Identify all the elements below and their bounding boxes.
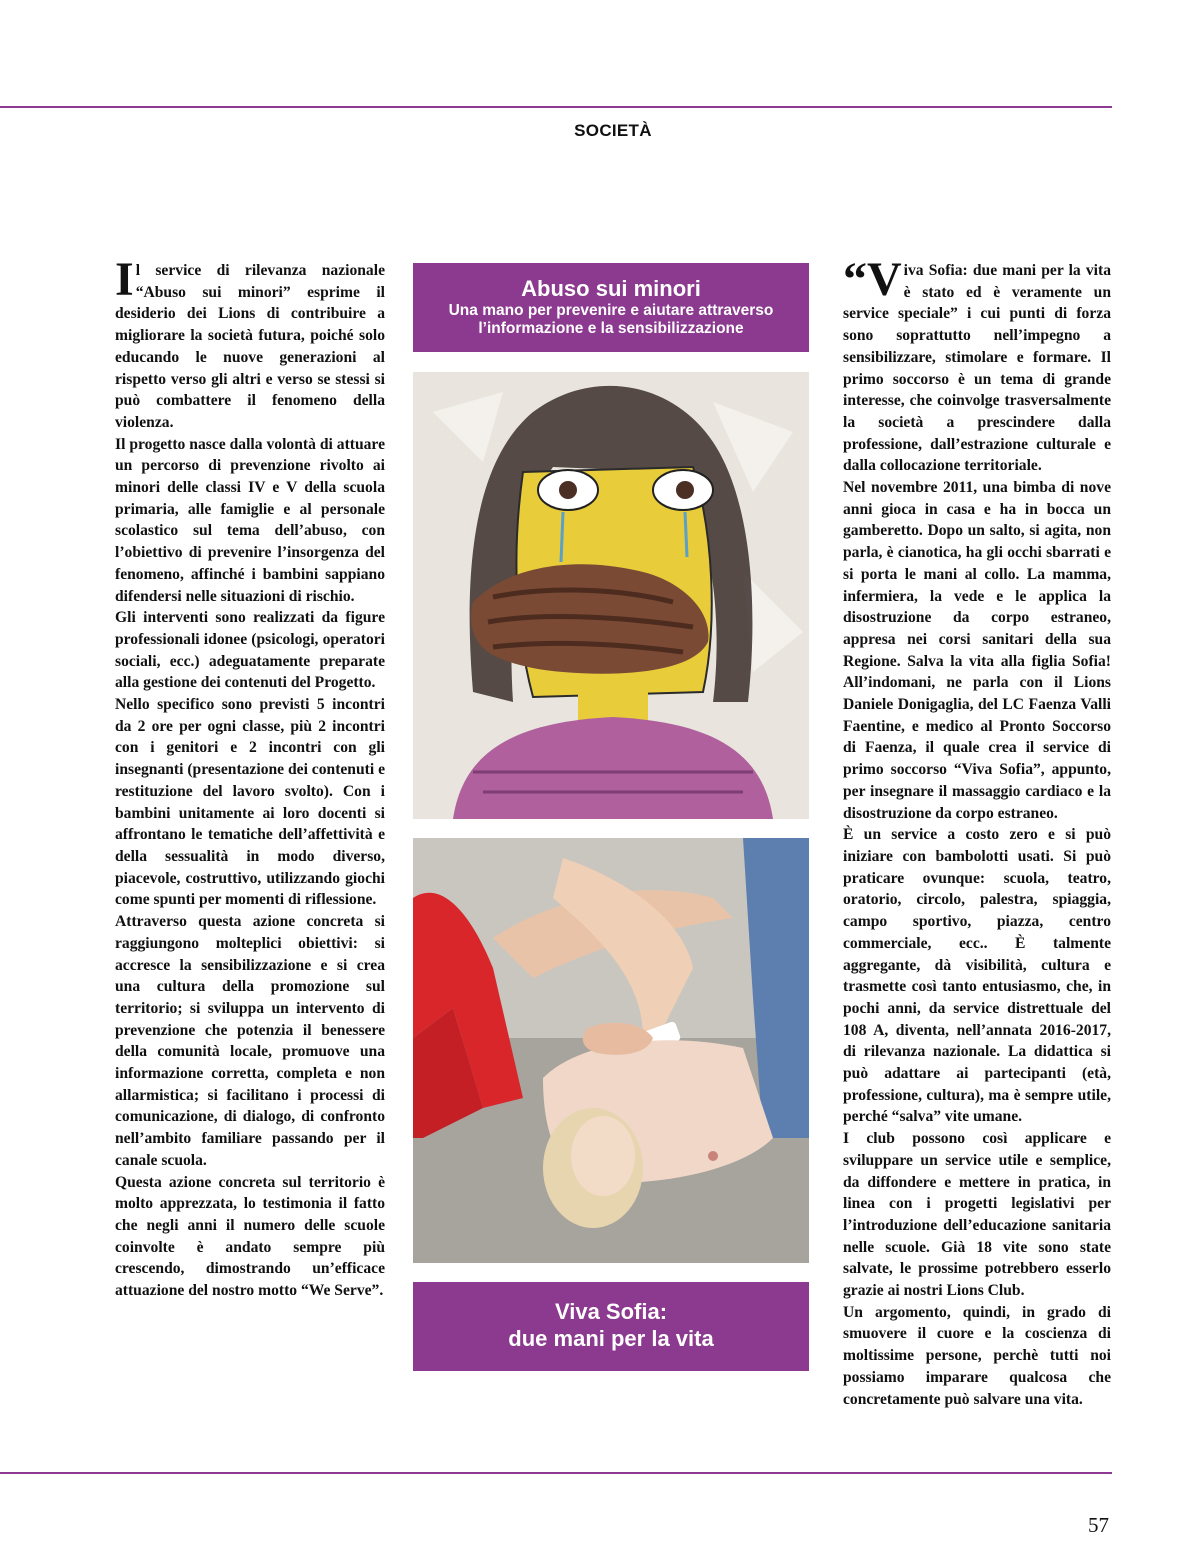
right-paragraph-2: Nel novembre 2011, una bimba di nove anni gioca in casa e ha in bocca un gamberetto. Dopo un salto, si agita, non parla, è cianotica, ha gli occhi sbarrati e si porta le mani al collo. La mamma, infermiera, la vede e le applica la disostruzione da corpo estraneo, appresa nei corsi sanitari della sua Regione. Salva la vita alla figlia Sofia! All’indomani, ne parla con il Lions Daniele Donigaglia, del LC Faenza Valli Faentine, e medico al Pronto Soccorso di Faenza, il quale crea il service di primo soccorso “Viva Sofia”, appunto, per insegnare il massaggio cardiaco e la disostruzione da corpo estraneo. <box>843 479 1111 822</box>
abuse-heading-box <box>413 263 809 352</box>
cpr-illustration <box>413 838 809 1263</box>
left-paragraph-3: Gli interventi sono realizzati da figure professionali idonee (psicologi, operatori sociali, ecc.) adeguatamente preparate alla gestione dei contenuti del Progetto. <box>115 609 385 692</box>
bottom-rule <box>0 1472 1112 1474</box>
dropcap-left: I <box>115 253 134 306</box>
abuse-heading-title: Abuso sui minori <box>521 276 701 301</box>
left-column <box>115 253 385 1302</box>
cpr-training-photo <box>413 838 809 1263</box>
child-drawing-illustration <box>413 372 809 819</box>
viva-sofia-heading-line-1: Viva Sofia: <box>554 1299 668 1324</box>
viva-sofia-heading-line-2: due mani per la vita <box>508 1326 714 1351</box>
abuse-heading-subtitle: Una mano per prevenire e aiutare attraverso l’informazione e la sensibilizzazione <box>448 302 774 337</box>
top-rule <box>0 106 1112 108</box>
right-column <box>843 253 1111 1410</box>
viva-sofia-heading-box <box>413 1282 809 1371</box>
dropcap-right: “V <box>843 253 902 306</box>
left-paragraph-2: Il progetto nasce dalla volontà di attuare un percorso di prevenzione rivolto ai minori delle classi IV e V della scuola primaria, alle famiglie e al personale scolastico sul tema dell’abuso, con l’obiettivo di prevenire l’insorgenza del fenomeno, affinché i bambini sappiano difendersi nelle situazioni di rischio. <box>115 435 385 605</box>
section-label: SOCIETÀ <box>574 121 652 140</box>
left-paragraph-4: Nello specifico sono previsti 5 incontri da 2 ore per ogni classe, più 2 incontri con i genitori e 2 incontri con gli insegnanti (presentazione dei contenuti e restituzione del lavoro svolto). Con i bambini unitamente ai loro docenti si affrontano le tematiche dell’affettività e della sessualità in modo diverso, piacevole, costruttivo, utilizzando giochi come spunti per momenti di riflessione. <box>115 696 385 909</box>
right-paragraph-1: “Viva Sofia: due mani per la vita è stato ed è veramente un service speciale” i cui punti di forza sono soprattutto nell’impegno a sensibilizzare, stimolare e formare. Il primo soccorso è un tema di grande interesse, che coinvolge trasversalmente la società a prescindere dalla professione, dall’estrazione culturale e dalla collocazione territoriale. <box>843 253 1111 475</box>
page-number: 57 <box>1088 1513 1109 1537</box>
right-paragraph-5: Un argomento, quindi, in grado di smuovere il cuore e la coscienza di moltissime persone, perchè tutti noi possiamo imparare qualcosa che concretamente può salvare una vita. <box>843 1303 1111 1408</box>
right-paragraph-4: I club possono così applicare e sviluppare un service utile e semplice, da diffondere e mettere in pratica, in linea con i progetti legislativi per l’introduzione dell’educazione sanitaria nelle scuole. Già 18 vite sono state salvate, le prossime potrebbero esserlo grazie ai nostri Lions Club. <box>843 1130 1111 1300</box>
left-paragraph-5: Attraverso questa azione concreta si raggiungono molteplici obiettivi: si accresce la sensibilizzazione e si crea una cultura della promozione sul territorio; si sviluppa un intervento di prevenzione che potenzia il benessere della comunità locale, promuove una informazione corretta, completa e non allarmistica; si facilitano i processi di comunicazione, di dialogo, di confronto nell’ambito familiare passando per il canale scuola. <box>115 913 385 1169</box>
left-paragraph-6: Questa azione concreta sul territorio è molto apprezzata, lo testimonia il fatto che negli anni il numero delle scuole coinvolte è andato sempre più crescendo, dimostrando un’efficace attuazione del nostro motto “We Serve”. <box>115 1173 385 1300</box>
child-drawing-photo <box>413 372 809 819</box>
right-paragraph-3: È un service a costo zero e si può iniziare con bambolotti usati. Si può praticare ovunque: scuola, teatro, oratorio, circolo, palestra, spiaggia, campo sportivo, piazza, centro commerciale, ecc.. È talmente aggregante, dà visibilità, cultura e trasmette così tanto entusiasmo, che, in pochi anni, da service distrettuale del 108 A, diventa, nell’annata 2016-2017, di rilevanza nazionale. La didattica si può adattare ai partecipanti (età, professione, cultura), ma è sempre utile, perché “salva” vite umane. <box>843 826 1111 1126</box>
left-paragraph-1: Il service di rilevanza nazionale “Abuso sui minori” esprime il desiderio dei Lions di contribuire a migliorare la società futura, poiché solo educando le nuove generazioni al rispetto verso gli altri e verso se stessi si può combattere il fenomeno della violenza. <box>115 253 385 431</box>
